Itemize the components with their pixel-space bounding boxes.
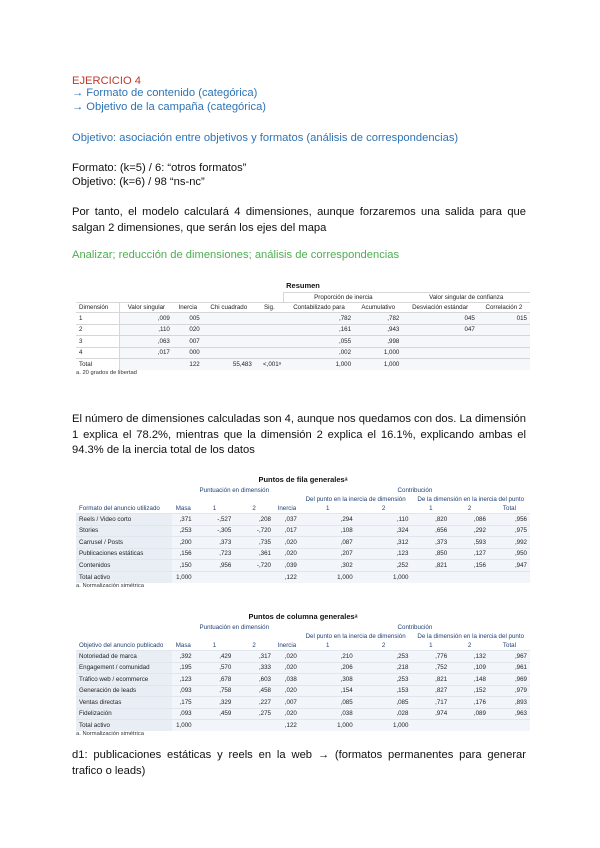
resumen-header: Acumulativo <box>354 303 402 313</box>
value-cell <box>234 720 274 732</box>
value-cell: ,007 <box>274 697 300 709</box>
table-row <box>76 537 530 549</box>
value-cell: 122 <box>173 359 203 371</box>
table-row <box>76 674 530 686</box>
value-cell: ,108 <box>300 525 356 537</box>
value-cell <box>119 359 172 371</box>
table-row <box>76 336 530 348</box>
value-cell: ,656 <box>411 525 450 537</box>
analyze-path: Analizar; reducción de dimensiones; análisis de correspondencias <box>72 249 400 261</box>
exercise-heading: EJERCICIO 4 <box>72 75 142 87</box>
filas-group-del-punto: Del punto en la inercia de dimensión <box>305 496 406 503</box>
value-cell <box>203 336 255 348</box>
columnas-footnote: a. Normalización simétrica <box>76 731 144 737</box>
value-cell: <,001ᵃ <box>255 359 284 371</box>
value-cell: ,148 <box>450 674 489 686</box>
value-cell: 1,000 <box>172 571 195 583</box>
row-label-cell: Total activo <box>76 571 172 583</box>
row-label-cell: 1 <box>76 313 119 325</box>
table-row <box>76 359 530 371</box>
value-cell: ,373 <box>411 537 450 549</box>
table-row <box>76 525 530 537</box>
filas-header: Total <box>502 505 516 512</box>
value-cell: ,974 <box>411 708 450 720</box>
value-cell: ,038 <box>274 674 300 686</box>
value-cell: ,782 <box>354 313 402 325</box>
value-cell: ,678 <box>195 674 235 686</box>
format-line: Formato: (k=5) / 6: “otros formatos” <box>72 162 247 174</box>
value-cell: ,020 <box>274 662 300 674</box>
resumen-header: Contabilizado para <box>284 303 354 313</box>
value-cell <box>203 347 255 359</box>
filas-footnote: a. Normalización simétrica <box>76 582 144 589</box>
value-cell: ,087 <box>300 537 356 549</box>
row-label-cell: Total activo <box>76 720 172 732</box>
columnas-title: Puntos de columna generalesᵃ <box>248 612 358 621</box>
columnas-header: 2 <box>381 642 386 649</box>
value-cell: ,207 <box>300 548 356 560</box>
table-row <box>76 548 530 560</box>
value-cell: ,950 <box>489 548 530 560</box>
filas-group-puntuacion: Puntuación en dimensión <box>199 487 270 494</box>
value-cell: ,998 <box>354 336 402 348</box>
value-cell: ,294 <box>300 514 356 526</box>
columnas-table <box>76 623 530 731</box>
value-cell: ,893 <box>489 697 530 709</box>
value-cell <box>478 359 530 371</box>
value-cell: ,392 <box>172 651 195 663</box>
row-label-cell: Carrusel / Posts <box>76 537 172 549</box>
resumen-header: Chi cuadrado <box>203 303 255 313</box>
value-cell: 007 <box>173 336 203 348</box>
value-cell <box>411 720 450 732</box>
value-cell: ,210 <box>300 651 356 663</box>
resumen-header: Inercia <box>173 303 203 313</box>
value-cell <box>411 571 450 583</box>
value-cell: 1,000 <box>356 720 412 732</box>
value-cell: ,776 <box>411 651 450 663</box>
table-row <box>76 324 530 336</box>
paragraph-dimensions: Por tanto, el modelo calculará 4 dimensiones, aunque forzaremos una salida para que salgan 2 dimensiones, que serán los ejes del mapa <box>72 206 526 234</box>
value-cell <box>489 720 530 732</box>
columnas-header: Inercia <box>277 642 297 649</box>
value-cell: ,333 <box>234 662 274 674</box>
table-row <box>76 571 530 583</box>
value-cell: ,253 <box>172 525 195 537</box>
resumen-table <box>76 292 530 370</box>
value-cell: ,028 <box>356 708 412 720</box>
table-row <box>76 697 530 709</box>
value-cell: ,017 <box>119 347 172 359</box>
value-cell: ,039 <box>274 560 300 572</box>
value-cell: ,969 <box>489 674 530 686</box>
value-cell: 005 <box>173 313 203 325</box>
value-cell: 020 <box>173 324 203 336</box>
value-cell: ,956 <box>489 514 530 526</box>
row-label-cell: Engagement / comunidad <box>76 662 172 674</box>
table-row <box>76 347 530 359</box>
value-cell: ,459 <box>195 708 235 720</box>
value-cell: ,317 <box>234 651 274 663</box>
value-cell: ,827 <box>411 685 450 697</box>
value-cell: ,037 <box>274 514 300 526</box>
value-cell: ,308 <box>300 674 356 686</box>
value-cell: ,009 <box>119 313 172 325</box>
value-cell: ,979 <box>489 685 530 697</box>
table-row <box>76 662 530 674</box>
value-cell: ,458 <box>234 685 274 697</box>
value-cell: ,109 <box>450 662 489 674</box>
resumen-title: Resumen <box>286 281 320 290</box>
row-label-cell: 4 <box>76 347 119 359</box>
value-cell: ,961 <box>489 662 530 674</box>
value-cell: ,020 <box>274 548 300 560</box>
value-cell <box>195 571 235 583</box>
value-cell: ,735 <box>234 537 274 549</box>
value-cell <box>234 571 274 583</box>
resumen-table-block <box>76 281 530 376</box>
value-cell: ,227 <box>234 697 274 709</box>
value-cell: ,820 <box>411 514 450 526</box>
value-cell: ,963 <box>489 708 530 720</box>
value-cell: ,373 <box>195 537 235 549</box>
value-cell: ,206 <box>300 662 356 674</box>
value-cell: ,324 <box>356 525 412 537</box>
value-cell: 1,000 <box>354 347 402 359</box>
resumen-header: Valor singular <box>119 303 172 313</box>
row-label-cell: Stories <box>76 525 172 537</box>
value-cell: ,110 <box>119 324 172 336</box>
value-cell: ,153 <box>356 685 412 697</box>
value-cell: ,020 <box>274 708 300 720</box>
paragraph-d1: d1: publicaciones estáticas y reels en la web → (formatos permanentes para generar trafico o leads) <box>72 749 526 777</box>
objetivo-line: Objetivo: (k=6) / 98 “ns-nc” <box>72 176 205 188</box>
value-cell: ,086 <box>450 514 489 526</box>
value-cell <box>450 571 489 583</box>
value-cell: -,305 <box>195 525 235 537</box>
filas-group-contribucion: Contribución <box>397 487 433 494</box>
value-cell <box>203 313 255 325</box>
value-cell: -,720 <box>234 560 274 572</box>
value-cell <box>489 571 530 583</box>
value-cell: ,093 <box>172 708 195 720</box>
value-cell <box>255 313 284 325</box>
filas-header: 2 <box>252 505 256 512</box>
value-cell: ,055 <box>284 336 354 348</box>
value-cell: ,161 <box>284 324 354 336</box>
table-row <box>76 560 530 572</box>
value-cell: ,122 <box>274 720 300 732</box>
value-cell <box>450 720 489 732</box>
filas-header: 1 <box>212 505 217 512</box>
filas-header: Masa <box>175 505 191 512</box>
row-label-cell: Contenidos <box>76 560 172 572</box>
resumen-group-proporcion: Proporción de inercia <box>284 293 402 303</box>
row-label-cell: Generación de leads <box>76 685 172 697</box>
value-cell: ,020 <box>274 651 300 663</box>
resumen-header: Sig. <box>255 303 284 313</box>
filas-header: 2 <box>381 505 386 512</box>
table-row <box>76 651 530 663</box>
value-cell: ,127 <box>450 548 489 560</box>
columnas-group-contribucion: Contribución <box>397 624 433 631</box>
value-cell: ,150 <box>172 560 195 572</box>
value-cell: 1,000 <box>354 359 402 371</box>
value-cell: 1,000 <box>172 720 195 732</box>
columnas-header: Masa <box>175 642 191 649</box>
filas-header: 1 <box>326 505 330 512</box>
value-cell: ,570 <box>195 662 235 674</box>
row-label-cell: Reels / Video corto <box>76 514 172 526</box>
value-cell <box>203 324 255 336</box>
value-cell: 047 <box>402 324 478 336</box>
arrow-line-format: → Formato de contenido (categórica) <box>72 87 258 99</box>
value-cell <box>478 324 530 336</box>
filas-header: Formato del anuncio utilizado <box>79 505 160 512</box>
row-label-cell: 3 <box>76 336 119 348</box>
value-cell: ,947 <box>489 560 530 572</box>
value-cell: ,758 <box>195 685 235 697</box>
value-cell: 1,000 <box>356 571 412 583</box>
filas-header: 2 <box>467 505 472 512</box>
value-cell: 1,000 <box>300 571 356 583</box>
value-cell: ,218 <box>356 662 412 674</box>
columnas-header: 2 <box>252 642 256 649</box>
value-cell: ,361 <box>234 548 274 560</box>
columnas-table-block <box>76 612 530 737</box>
value-cell: ,992 <box>489 537 530 549</box>
value-cell: ,020 <box>274 537 300 549</box>
resumen-header: Desviación estándar <box>402 303 478 313</box>
row-label-cell: 2 <box>76 324 119 336</box>
filas-header: 1 <box>429 505 433 512</box>
value-cell: -,720 <box>234 525 274 537</box>
value-cell: ,123 <box>356 548 412 560</box>
columnas-header: 1 <box>429 642 433 649</box>
filas-table-block <box>76 475 530 589</box>
filas-group-de-dimension: De la dimensión en la inercia del punto <box>417 496 525 503</box>
value-cell: ,717 <box>411 697 450 709</box>
value-cell: ,093 <box>172 685 195 697</box>
arrow-line-objective: → Objetivo de la campaña (categórica) <box>72 101 267 113</box>
value-cell: ,593 <box>450 537 489 549</box>
value-cell: ,038 <box>300 708 356 720</box>
value-cell: 045 <box>402 313 478 325</box>
filas-header: Inercia <box>277 505 297 512</box>
value-cell: ,302 <box>300 560 356 572</box>
columnas-header: Objetivo del anuncio publicado <box>79 642 164 649</box>
paragraph-inertia: El número de dimensiones calculadas son 4, aunque nos quedamos con dos. La dimensión 1 explica el 78.2%, mientras que la dimensión 2 explica el 16.1%, explicando ambas el 94.3% de la inercia total de los datos <box>72 413 527 456</box>
value-cell: ,152 <box>450 685 489 697</box>
value-cell: 55,483 <box>203 359 255 371</box>
resumen-group-confianza: Valor singular de confianza <box>402 293 530 303</box>
columnas-group-de-dimension: De la dimensión en la inercia del punto <box>417 633 525 640</box>
value-cell: 1,000 <box>300 720 356 732</box>
value-cell: ,292 <box>450 525 489 537</box>
objective-statement: Objetivo: asociación entre objetivos y formatos (análisis de correspondencias) <box>72 132 459 144</box>
table-row <box>76 720 530 732</box>
value-cell <box>255 347 284 359</box>
value-cell <box>255 336 284 348</box>
filas-title: Puntos de fila generalesᵃ <box>258 475 348 484</box>
value-cell: ,967 <box>489 651 530 663</box>
value-cell: ,252 <box>356 560 412 572</box>
value-cell: ,208 <box>234 514 274 526</box>
value-cell: ,723 <box>195 548 235 560</box>
columnas-header: 1 <box>212 642 217 649</box>
value-cell: ,253 <box>356 651 412 663</box>
row-label-cell: Tráfico web / ecommerce <box>76 674 172 686</box>
value-cell: ,603 <box>234 674 274 686</box>
row-label-cell: Fidelización <box>76 708 172 720</box>
resumen-header: Dimensión <box>76 303 119 313</box>
resumen-footnote: a. 20 grados de libertad <box>76 370 137 376</box>
value-cell: ,752 <box>411 662 450 674</box>
value-cell: ,123 <box>172 674 195 686</box>
value-cell: ,329 <box>195 697 235 709</box>
row-label-cell: Publicaciones estáticas <box>76 548 172 560</box>
value-cell: ,943 <box>354 324 402 336</box>
columnas-group-del-punto: Del punto en la inercia de dimensión <box>305 633 406 640</box>
value-cell: -,527 <box>195 514 235 526</box>
value-cell: ,089 <box>450 708 489 720</box>
value-cell: ,017 <box>274 525 300 537</box>
value-cell: ,371 <box>172 514 195 526</box>
row-label-cell: Notoriedad de marca <box>76 651 172 663</box>
columnas-header: Total <box>502 642 516 649</box>
value-cell: 1,000 <box>284 359 354 371</box>
columnas-header: 2 <box>467 642 472 649</box>
value-cell: ,020 <box>274 685 300 697</box>
value-cell: 015 <box>478 313 530 325</box>
value-cell: ,956 <box>195 560 235 572</box>
value-cell: ,156 <box>450 560 489 572</box>
table-row <box>76 708 530 720</box>
value-cell: 000 <box>173 347 203 359</box>
value-cell <box>195 720 235 732</box>
value-cell: ,156 <box>172 548 195 560</box>
value-cell <box>402 359 478 371</box>
value-cell: ,063 <box>119 336 172 348</box>
value-cell: ,821 <box>411 674 450 686</box>
columnas-header: 1 <box>326 642 330 649</box>
value-cell <box>478 336 530 348</box>
value-cell: ,175 <box>172 697 195 709</box>
table-row <box>76 313 530 325</box>
value-cell: ,975 <box>489 525 530 537</box>
value-cell: ,122 <box>274 571 300 583</box>
value-cell <box>255 324 284 336</box>
value-cell <box>478 347 530 359</box>
table-row <box>76 685 530 697</box>
value-cell: ,002 <box>284 347 354 359</box>
value-cell: ,085 <box>356 697 412 709</box>
value-cell: ,200 <box>172 537 195 549</box>
value-cell <box>402 336 478 348</box>
table-row <box>76 514 530 526</box>
value-cell: ,110 <box>356 514 412 526</box>
columnas-group-puntuacion: Puntuación en dimensión <box>199 624 270 631</box>
value-cell: ,253 <box>356 674 412 686</box>
value-cell: ,176 <box>450 697 489 709</box>
value-cell: ,850 <box>411 548 450 560</box>
value-cell: ,195 <box>172 662 195 674</box>
value-cell: ,085 <box>300 697 356 709</box>
filas-table <box>76 486 530 583</box>
value-cell: ,132 <box>450 651 489 663</box>
value-cell: ,312 <box>356 537 412 549</box>
value-cell: ,782 <box>284 313 354 325</box>
value-cell: ,154 <box>300 685 356 697</box>
value-cell: ,275 <box>234 708 274 720</box>
row-label-cell: Total <box>76 359 119 371</box>
row-label-cell: Ventas directas <box>76 697 172 709</box>
value-cell <box>402 347 478 359</box>
value-cell: ,821 <box>411 560 450 572</box>
value-cell: ,429 <box>195 651 235 663</box>
resumen-header: Correlación 2 <box>478 303 530 313</box>
